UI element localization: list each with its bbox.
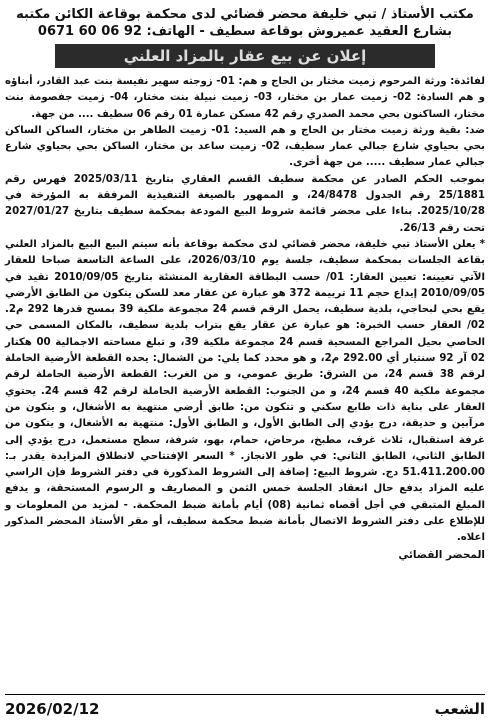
header-line-2: بشارع العقيد عميروش بوقاعة سطيف - الهاتف: 92 06 60 0671 <box>37 24 453 39</box>
header-line-1: مكتب الأستاذ / تبي خليفة محضر قضائي لدى محكمة بوقاعة الكائن مكتبه <box>16 7 474 22</box>
defendants-paragraph: ضد: بقية ورثة زميت مختار بن الحاج و هم السيد: 01- زميت الطاهر بن مختار، الساكن الساكن بحي بحياوي شارع جبالي عمار سطيف، 02- زميت ساعد بن مختار، الساكن بحي بحياوي شارع جبالي عمار سطيف ..... من جهة أخرى. <box>5 124 485 169</box>
sale-details-paragraph: * يعلن الأستاذ تبي خليفة، محضر قضائي لدى محكمة بوقاعة بأنه سيتم البيع البيع بالمزاد العلني بقاعة الجلسات بمحكمة سطيف، جلسة يوم 2026/03/10، على الساعة التاسعة صباحا للعقار الآتي تعيينه: تعيين العقار: 01/ حسب البطاقة العقارية المنشئة بتاريخ 2010/09/05 تقيد في 2010/09/05 إيداع حجم 11 ترييمة 372 هو عبارة عن عقار معد للسكن يتكون من الطابق الأرضي يقع بحي لبحاجي، بلدية سطيف، يحمل الرقم قسم 24 مجموعة ملكية 39 بمسح قدرها 292 م2. 02/ العقار حسب الخبرة: هو عبارة عن عقار يقع بتراب بلدية سطيف، بالمكان المسمى حي الحاصي بحيل المراجع المسحية قسم 24 مجموعة ملكية 39، و تبلغ مساحته الاجمالية 00 هكتار 02 آر 92 سنتيار أي 292.00 م2، و هو محدد كما يلي: من الشمال: يحده القطعة الأرضية الحاملة لرقم 38 قسم 24، من الشرق: طريق عمومي، و من الغرب: القطعة الأرضية الحاملة لرقم مجموعة ملكية 40 قسم 24، و من الجنوب: القطعة الأرضية الحاملة لرقم 42 قسم 24. يحتوي العقار على بناية ذات طابع سكني و تتكون من: طابق أرضي منتهية به الأشغال، و يتكون من مرآبين و حديقة، درج يؤدي إلى الطابق الأول، و الطابق الأول: منتهية به الأشغال، و يتكون من غرفة استقبال، ثلاث غرف، مطبخ، مرحاض، حمام، بهو، شرفة، سطح مستعمل، درج يؤدي إلى الطابق الثاني، الطابق الثاني: في طور الانجاز. * السعر الإفتتاحي لانطلاق المزايدة يقدر بـ: 51.411.200.00 دج. شروط البيع: إضافة إلى الشروط المذكورة في دفتر الشروط فإن الراسي عليه المزاد يدفع حال انعقاد الجلسة خمس الثمن و المصاريف و الرسوم المستحقة، و يدفع المبلغ المتبقي في أجل أقصاه ثمانية (08) أيام بأمانة ضبط المحكمة. - لمزيد من المعلومات و للإطلاع على دفتر الشروط الاتصال بأمانة ضبط محكمة سطيف، أو مقر الأستاذ المحضر المذكور اعلاه. <box>5 238 486 544</box>
newspaper-footer <box>5 694 485 723</box>
beneficiary-paragraph: لفائدة: ورثة المرحوم زميت مختار بن الحاج و هم: 01- زوجته سهير نفيسة بنت عبد القادر، أبناؤه و هم السادة: 02- زميت عمار بن مختار، 03- زميت نبيلة بنت مختار، 04- زميت جفصومة بنت مختار، الساكنون بحي محمد الصدري رقم 42 مسكن عمارة 01 رقم 06 سطيف .... من جهة. <box>5 76 486 120</box>
newspaper-name: الشعب <box>434 700 485 718</box>
publication-date: 2026/02/12 <box>5 700 100 718</box>
announcement-title: إعلان عن بيع عقار بالمزاد العلني <box>55 44 435 68</box>
announcement-body <box>5 74 485 563</box>
bailiff-signature: المحضر القضائي <box>398 548 485 561</box>
office-header <box>5 6 485 40</box>
judgment-paragraph: بموجب الحكم الصادر عن محكمة سطيف القسم العقاري بتاريخ 2025/03/11 فهرس رقم 25/1881 رقم الجدول 24/8478، و الممهور بالصيغة التنفيذية المرفقة به المؤرخة في 2025/10/28. بناءا على محضر قائمة شروط البيع المودعة بمحكمة سطيف بتاريخ 2027/01/27 تحت رقم 26/13. <box>5 173 485 234</box>
